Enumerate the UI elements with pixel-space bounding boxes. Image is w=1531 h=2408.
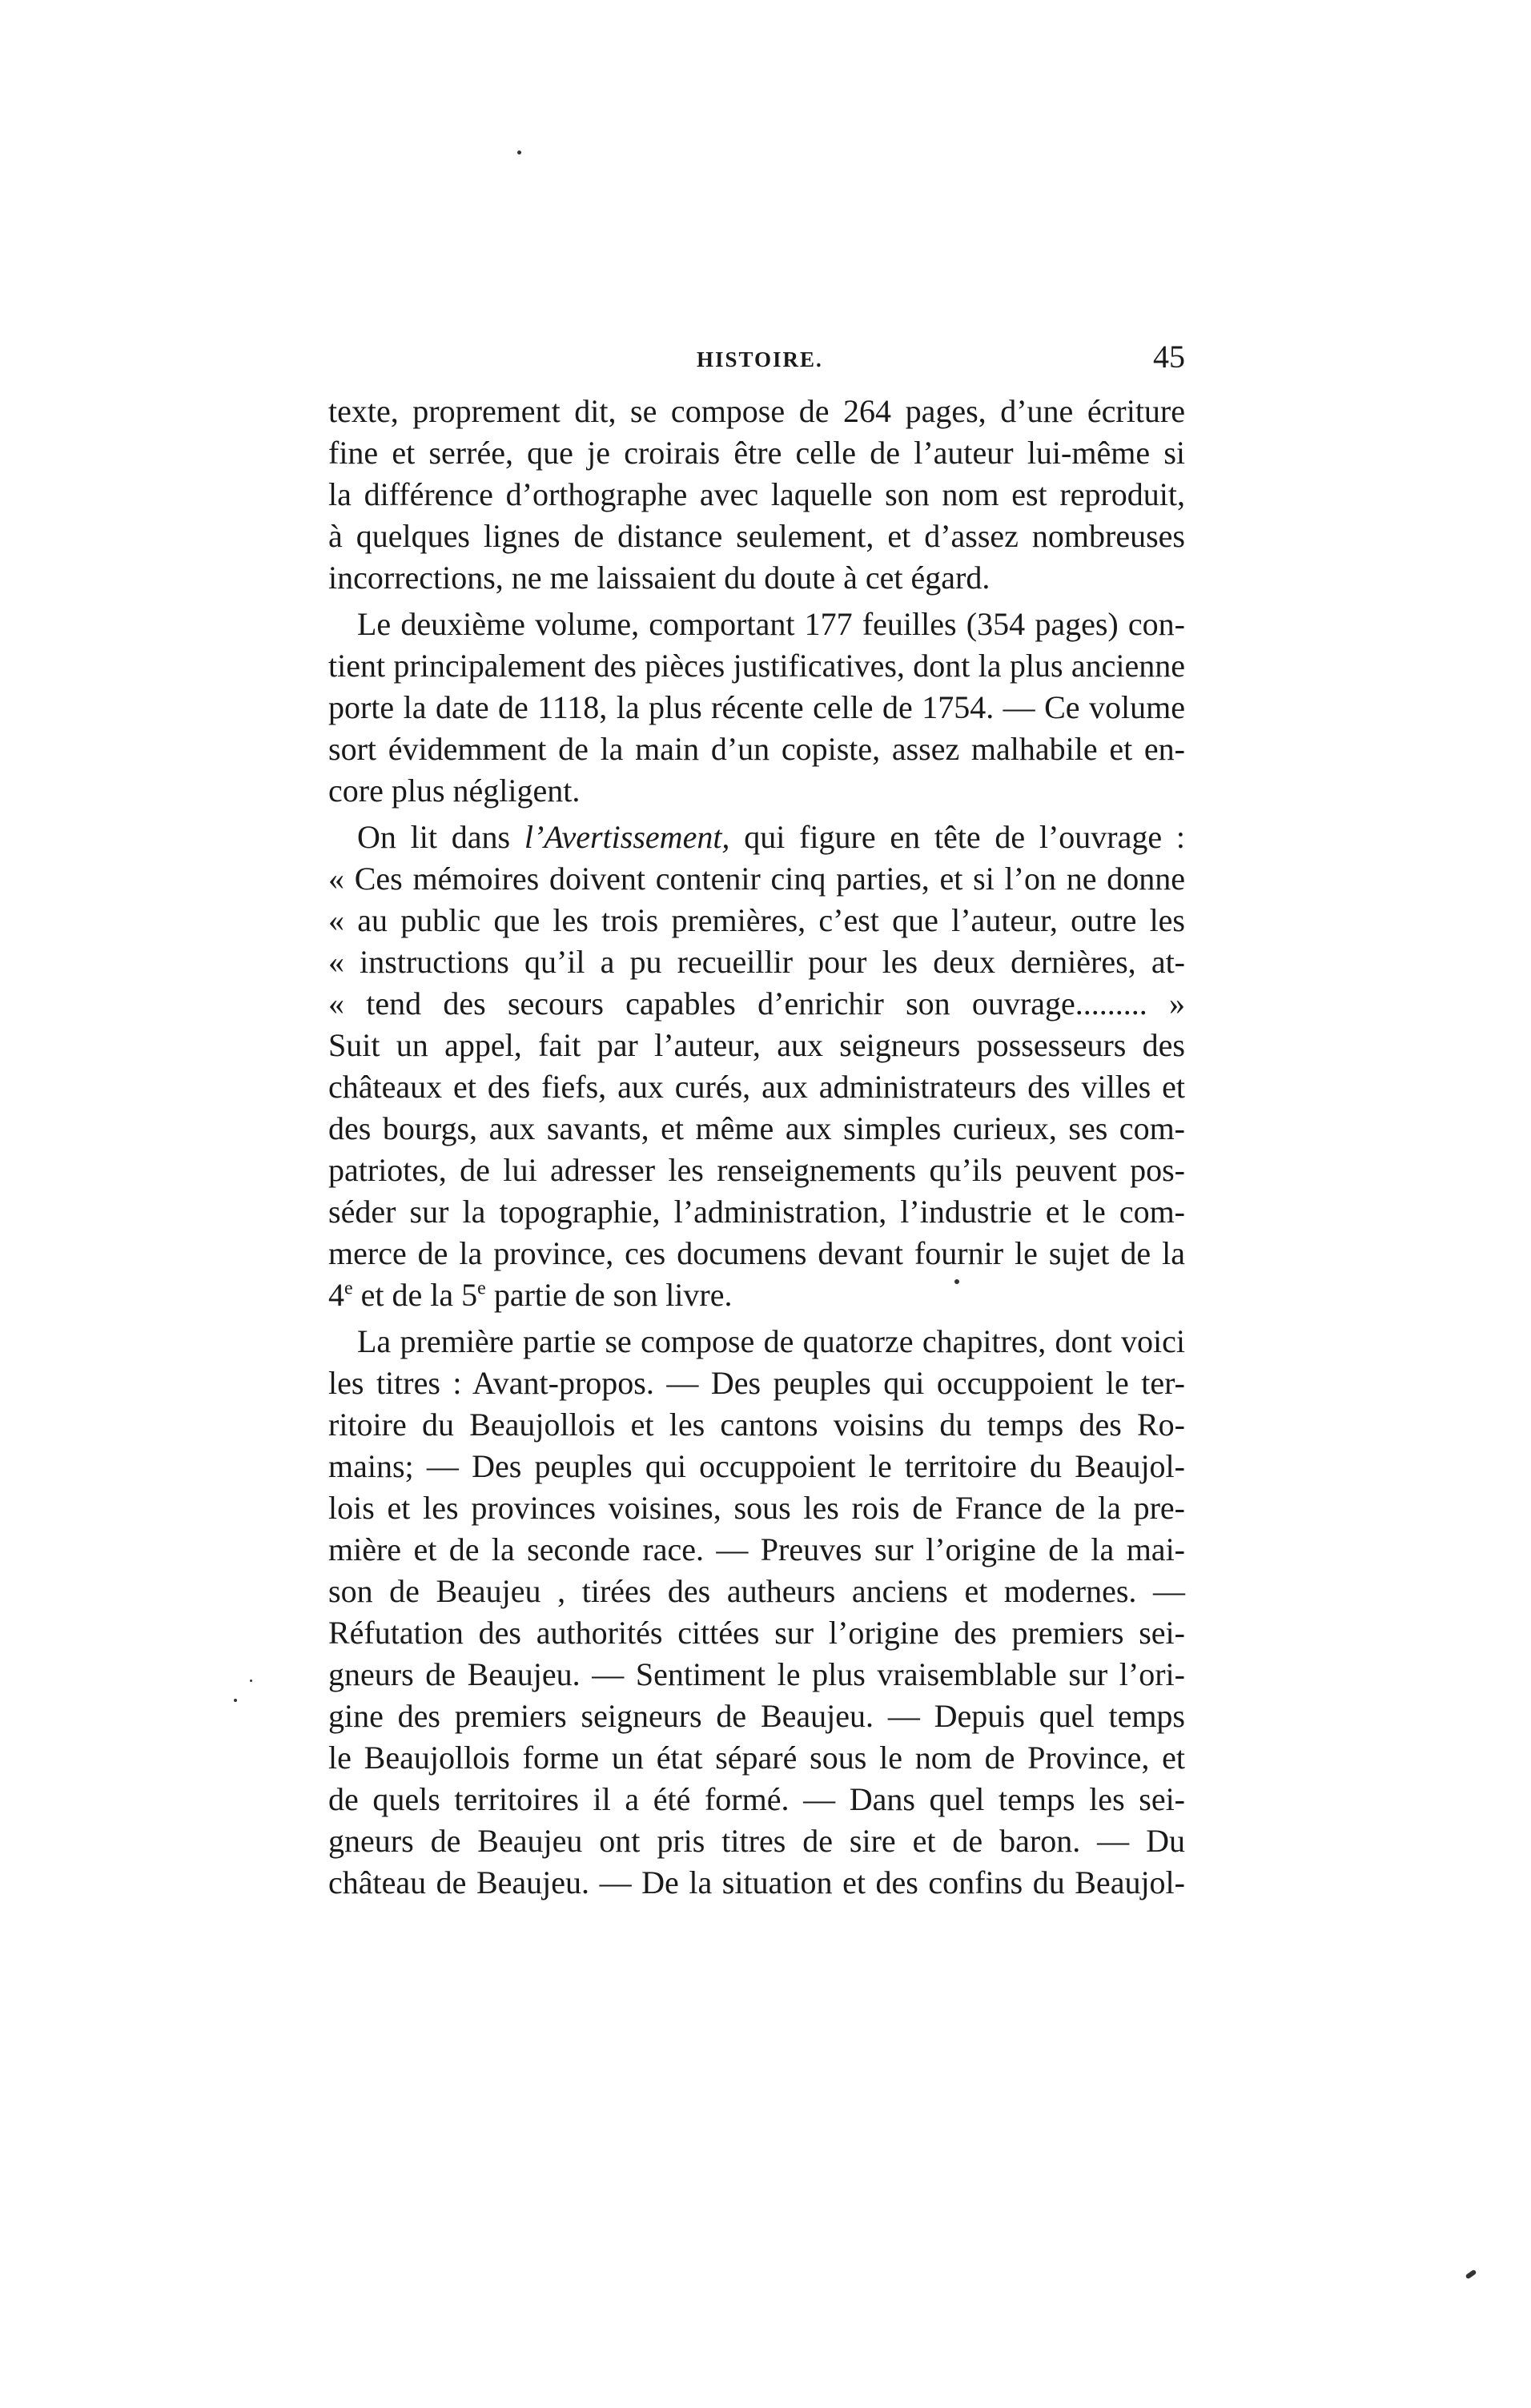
text-line: core plus négligent. [328,773,581,809]
text-line: mière et de la seconde race. — Preuves sur l’origine de la mai- [328,1531,1185,1567]
text-line: La première partie se compose de quatorze chapitres, dont voici [357,1323,1185,1359]
body-text [328,391,1185,1908]
text-line: gine des premiers seigneurs de Beaujeu. — Depuis quel temps [328,1698,1185,1734]
paragraph-first-part-chapters [328,1321,1185,1904]
scan-speck [954,1279,959,1284]
text-line [328,817,1185,858]
page-number: 45 [1153,339,1185,375]
text-segment: partie de son livre. [485,1277,733,1313]
scan-speck [517,150,521,155]
text-segment: 4 [328,1277,344,1313]
text-line [328,1274,1185,1316]
text-line: château de Beaujeu. — De la situation et des confins du Beaujol- [328,1864,1185,1900]
text-line: à quelques lignes de distance seulement, et d’assez nombreuses [328,518,1185,554]
text-line: son de Beaujeu , tirées des autheurs anciens et modernes. — [328,1573,1185,1609]
paragraph-second-volume [328,604,1185,812]
quote-line: « tend des secours capables d’enrichir son ouvrage......... » [328,985,1185,1021]
text-line: fine et serrée, que je croirais être celle de l’auteur lui-même si [328,435,1185,471]
text-line: Suit un appel, fait par l’auteur, aux seigneurs possesseurs des [328,1027,1185,1063]
text-line: gneurs de Beaujeu ont pris titres de sire et de baron. — Du [328,1823,1185,1859]
text-line: mains; — Des peuples qui occuppoient le territoire du Beaujol- [328,1448,1185,1484]
text-line: Réfutation des authorités cittées sur l’origine des premiers sei- [328,1615,1185,1651]
text-line: de quels territoires il a été formé. — Dans quel temps les sei- [328,1781,1185,1817]
text-segment: et de la 5 [352,1277,478,1313]
superscript: e [477,1278,486,1299]
quote-line: « instructions qu’il a pu recueillir pour les deux dernières, at- [328,944,1185,980]
text-line: patriotes, de lui adresser les renseignements qu’ils peuvent pos- [328,1152,1185,1188]
text-line: texte, proprement dit, se compose de 264 pages, d’une écriture [328,393,1185,429]
scan-speck [234,1699,237,1702]
running-title: HISTOIRE. [697,347,823,371]
text-line: ritoire du Beaujollois et les cantons voisins du temps des Ro- [328,1407,1185,1443]
text-line: tient principalement des pièces justificatives, dont la plus ancienne [328,648,1185,684]
text-line: Le deuxième volume, comportant 177 feuilles (354 pages) con- [357,606,1185,642]
text-line: porte la date de 1118, la plus récente celle de 1754. — Ce volume [328,689,1185,725]
text-line: séder sur la topographie, l’administration, l’industrie et le com- [328,1194,1185,1230]
text-segment: On lit dans [357,819,524,855]
text-line: lois et les provinces voisines, sous les rois de France de la pre- [328,1490,1185,1526]
paragraph-manuscript-description [328,391,1185,599]
running-head [328,335,1185,383]
text-segment: qui figure en tête de l’ouvrage : [729,819,1185,855]
paragraph-avertissement [328,817,1185,1316]
text-line: gneurs de Beaujeu. — Sentiment le plus vraisemblable sur l’ori- [328,1656,1185,1692]
text-line: des bourgs, aux savants, et même aux simples curieux, ses com- [328,1110,1185,1146]
text-line: sort évidemment de la main d’un copiste, assez malhabile et en- [328,731,1185,767]
scan-speck [1465,2270,1477,2280]
scan-speck [250,1680,252,1682]
text-line: la différence d’orthographe avec laquelle son nom est reproduit, [328,476,1185,512]
text-line: les titres : Avant-propos. — Des peuples qui occuppoient le ter- [328,1365,1185,1401]
text-line: merce de la province, ces documens devant fournir le sujet de la [328,1235,1185,1271]
text-line: le Beaujollois forme un état séparé sous le nom de Province, et [328,1740,1185,1776]
quote-line: « au public que les trois premières, c’est que l’auteur, outre les [328,902,1185,938]
text-line: incorrections, ne me laissaient du doute à cet égard. [328,560,991,596]
italic-title: l’Avertissement, [524,819,730,855]
text-line: châteaux et des fiefs, aux curés, aux administrateurs des villes et [328,1069,1185,1105]
superscript: e [344,1278,353,1299]
quote-line: « Ces mémoires doivent contenir cinq parties, et si l’on ne donne [328,861,1185,897]
